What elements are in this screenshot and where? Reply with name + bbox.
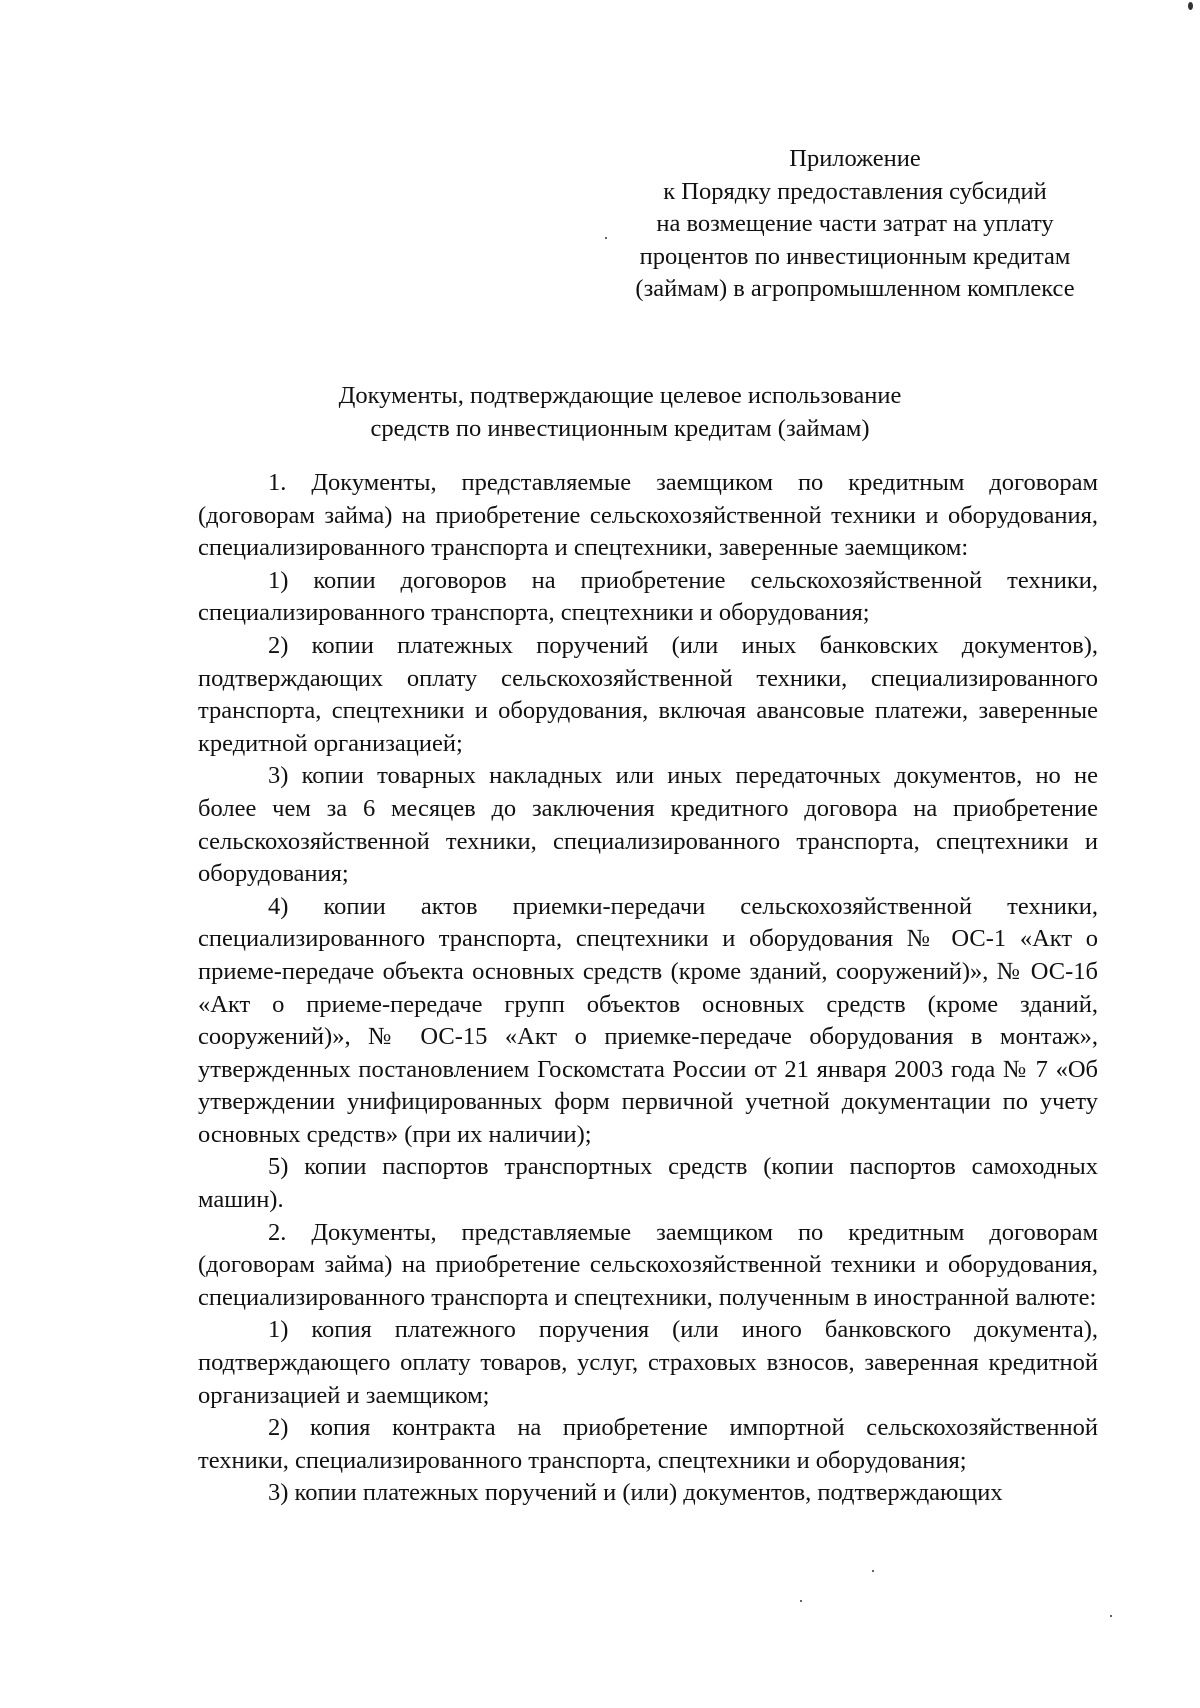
- appendix-line: (займам) в агропромышленном комплексе: [635, 275, 1075, 303]
- scan-speck: [1188, 2, 1193, 10]
- appendix-line: Приложение: [789, 145, 921, 172]
- document-title: [300, 380, 940, 445]
- appendix-line: на возмещение части затрат на уплату: [656, 210, 1054, 238]
- title-line: Документы, подтверждающие целевое использование: [338, 382, 902, 409]
- scan-speck: [872, 1570, 874, 1572]
- section-2-intro: 2. Документы, представляемые заемщиком по кредитным договорам (договорам займа) на приобретение сельскохозяйственной техники и оборудования, специализированного транспорта и спецтехники, полученным в иностранной валюте:: [198, 1218, 1098, 1311]
- title-line: средств по инвестиционным кредитам (займам): [370, 414, 870, 442]
- document-body: [198, 467, 1098, 1510]
- scan-speck: [800, 1600, 802, 1602]
- section-1-item-2: 2) копии платежных поручений (или иных банковских документов), подтверждающих оплату сельскохозяйственной техники, специализированного транспорта, спецтехники и оборудования, включая авансовые платежи, заверенные кредитной организацией;: [198, 631, 1098, 757]
- section-1-item-1: 1) копии договоров на приобретение сельскохозяйственной техники, специализированного транспорта, спецтехники и оборудования;: [198, 566, 1098, 627]
- section-1-item-3: 3) копии товарных накладных или иных передаточных документов, но не более чем за 6 месяцев до заключения кредитного договора на приобретение сельскохозяйственной техники, специализированного транспорта, спецтехники и оборудования;: [198, 762, 1098, 888]
- section-1-intro: 1. Документы, представляемые заемщиком по кредитным договорам (договорам займа) на приобретение сельскохозяйственной техники и оборудования, специализированного транспорта и спецтехники, заверенные заемщиком:: [198, 469, 1098, 562]
- section-1-item-5: 5) копии паспортов транспортных средств (копии паспортов самоходных машин).: [198, 1153, 1098, 1214]
- scan-speck: [1110, 1615, 1112, 1617]
- section-2-item-1: 1) копия платежного поручения (или иного банковского документа), подтверждающего оплату товаров, услуг, страховых взносов, заверенная кредитной организацией и заемщиком;: [198, 1316, 1098, 1409]
- section-2-item-2: 2) копия контракта на приобретение импортной сельскохозяйственной техники, специализированного транспорта, спецтехники и оборудования;: [198, 1414, 1098, 1474]
- appendix-line: к Порядку предоставления субсидий: [663, 177, 1047, 205]
- scan-speck: [605, 237, 607, 239]
- section-1-item-4: 4) копии актов приемки-передачи сельскохозяйственной техники, специализированного транспорта, спецтехники и оборудования № ОС-1 «Акт о приеме-передаче объекта основных средств (кроме зданий, сооружений)», № ОС-1б «Акт о приеме-передаче групп объектов основных средств (кроме зданий, сооружений)», № ОС-15 «Акт о приемке-передаче оборудования в монтаж», утвержденных постановлением Госкомстата России от 21 января 2003 года № 7 «Об утверждении унифицированных форм первичной учетной документации по учету основных средств» (при их наличии);: [198, 892, 1098, 1148]
- appendix-line: процентов по инвестиционным кредитам: [639, 242, 1071, 270]
- section-2-item-3: 3) копии платежных поручений и (или) документов, подтверждающих: [268, 1479, 1003, 1507]
- appendix-header: [612, 143, 1098, 306]
